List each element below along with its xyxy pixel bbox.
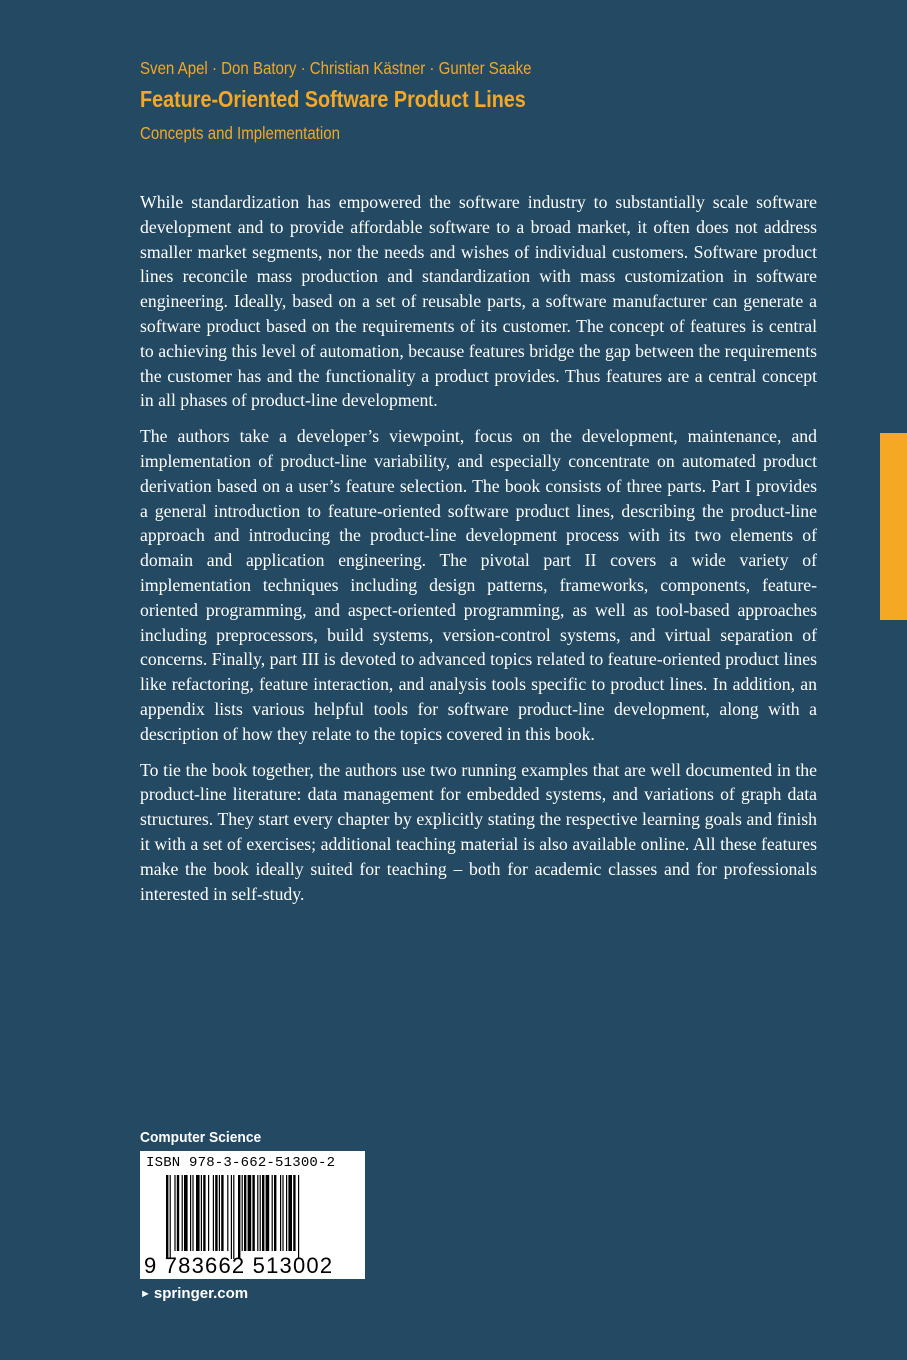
blurb-paragraph: To tie the book together, the authors use two running examples that are well documented in the product-line literature: data management for embedded systems, and variations of graph data structures. They start every chapter by explicitly stating the respective learning goals and finish it with a set of exercises; additional teaching material is also available online. All these features make the book ideally suited for teaching – both for academic classes and for professionals interested in self-study. xyxy=(140,759,817,904)
barcode-bar xyxy=(260,1175,261,1251)
barcode-bar xyxy=(177,1175,179,1251)
barcode-bar xyxy=(196,1175,200,1251)
barcode-bar xyxy=(238,1175,240,1259)
blurb-text xyxy=(140,190,817,917)
barcode-bar xyxy=(231,1175,232,1259)
barcode-bar xyxy=(192,1175,193,1251)
barcode-bar xyxy=(201,1175,202,1251)
barcode-bar xyxy=(182,1175,183,1251)
barcode-bar xyxy=(233,1175,234,1259)
barcode-bar xyxy=(257,1175,258,1251)
book-subtitle: Concepts and Implementation xyxy=(140,123,340,143)
barcode-bar xyxy=(213,1175,214,1251)
barcode-bar xyxy=(190,1175,191,1251)
barcode-bar xyxy=(227,1175,228,1251)
author-list: Sven Apel · Don Batory · Christian Kästner · Gunter Saake xyxy=(140,58,532,78)
barcode-bar xyxy=(174,1175,175,1251)
barcode-bar xyxy=(184,1175,188,1251)
barcode-bar xyxy=(298,1175,299,1259)
barcode-bar xyxy=(221,1175,223,1251)
barcode-bar xyxy=(166,1175,168,1259)
arrow-right-icon: ► xyxy=(140,1288,151,1300)
barcode-bar xyxy=(170,1175,171,1259)
blurb-paragraph: The authors take a developer’s viewpoint, focus on the development, maintenance, and implementation of product-line variability, and especially concentrate on automated product derivation based on a user’s feature selection. The book consists of three parts. Part I provides a general introduction to feature-oriented software product lines, describing the product-line approach and introducing the product-line development process with its two elements of domain and application engineering. The pivotal part II covers a wide variety of implementation techniques including design patterns, frameworks, components, feature-oriented programming, and aspect-oriented programming, as well as tool-based approaches including preprocessors, build systems, version-control systems, and virtual separation of concerns. Finally, part III is devoted to advanced topics related to feature-oriented product lines like refactoring, feature interaction, and analysis tools specific to product lines. In addition, an appendix lists various helpful tools for software product-line development, along with a description of how they relate to the topics covered in this book. xyxy=(140,426,817,744)
barcode-bar xyxy=(280,1175,281,1251)
barcode-bar xyxy=(242,1175,243,1251)
barcode-bar xyxy=(288,1175,292,1251)
barcode-bar xyxy=(282,1175,283,1251)
barcode-bar xyxy=(274,1175,276,1251)
isbn-label: ISBN 978-3-662-51300-2 xyxy=(146,1155,336,1171)
barcode-bar xyxy=(208,1175,209,1251)
barcode-bar xyxy=(286,1175,287,1251)
barcode-bar xyxy=(244,1175,246,1251)
barcode-bar xyxy=(203,1175,205,1251)
barcode-bar xyxy=(272,1175,273,1251)
barcode-digits: 9 783662 513002 xyxy=(144,1253,334,1278)
spine-color-tab xyxy=(880,433,907,620)
barcode-bar xyxy=(219,1175,220,1251)
barcode-bar xyxy=(248,1175,252,1251)
barcode-bar xyxy=(266,1175,270,1251)
barcode-bar xyxy=(262,1175,264,1251)
barcode-bar xyxy=(215,1175,217,1251)
book-title: Feature-Oriented Software Product Lines xyxy=(140,86,526,112)
subject-category: Computer Science xyxy=(140,1129,262,1146)
barcode-bar xyxy=(252,1175,254,1251)
isbn-barcode xyxy=(140,1151,365,1279)
publisher-url: springer.com xyxy=(153,1285,249,1302)
blurb-paragraph: While standardization has empowered the software industry to substantially scale software development and to provide affordable software to a broad market, it often does not address smaller market segments, nor the needs and wishes of individual customers. Software product lines reconcile mass production and standardization with mass customization in software engineering. Ideally, based on a set of reusable parts, a software manufacturer can generate a software product based on the requirements of its customer. The concept of features is central to achieving this level of automation, because features bridge the gap between the requirements the customer has and the functionality a product provides. Thus features are a central concept in all phases of product-line development. xyxy=(140,192,817,411)
barcode-bar xyxy=(293,1175,295,1251)
publisher-link xyxy=(140,1285,248,1302)
